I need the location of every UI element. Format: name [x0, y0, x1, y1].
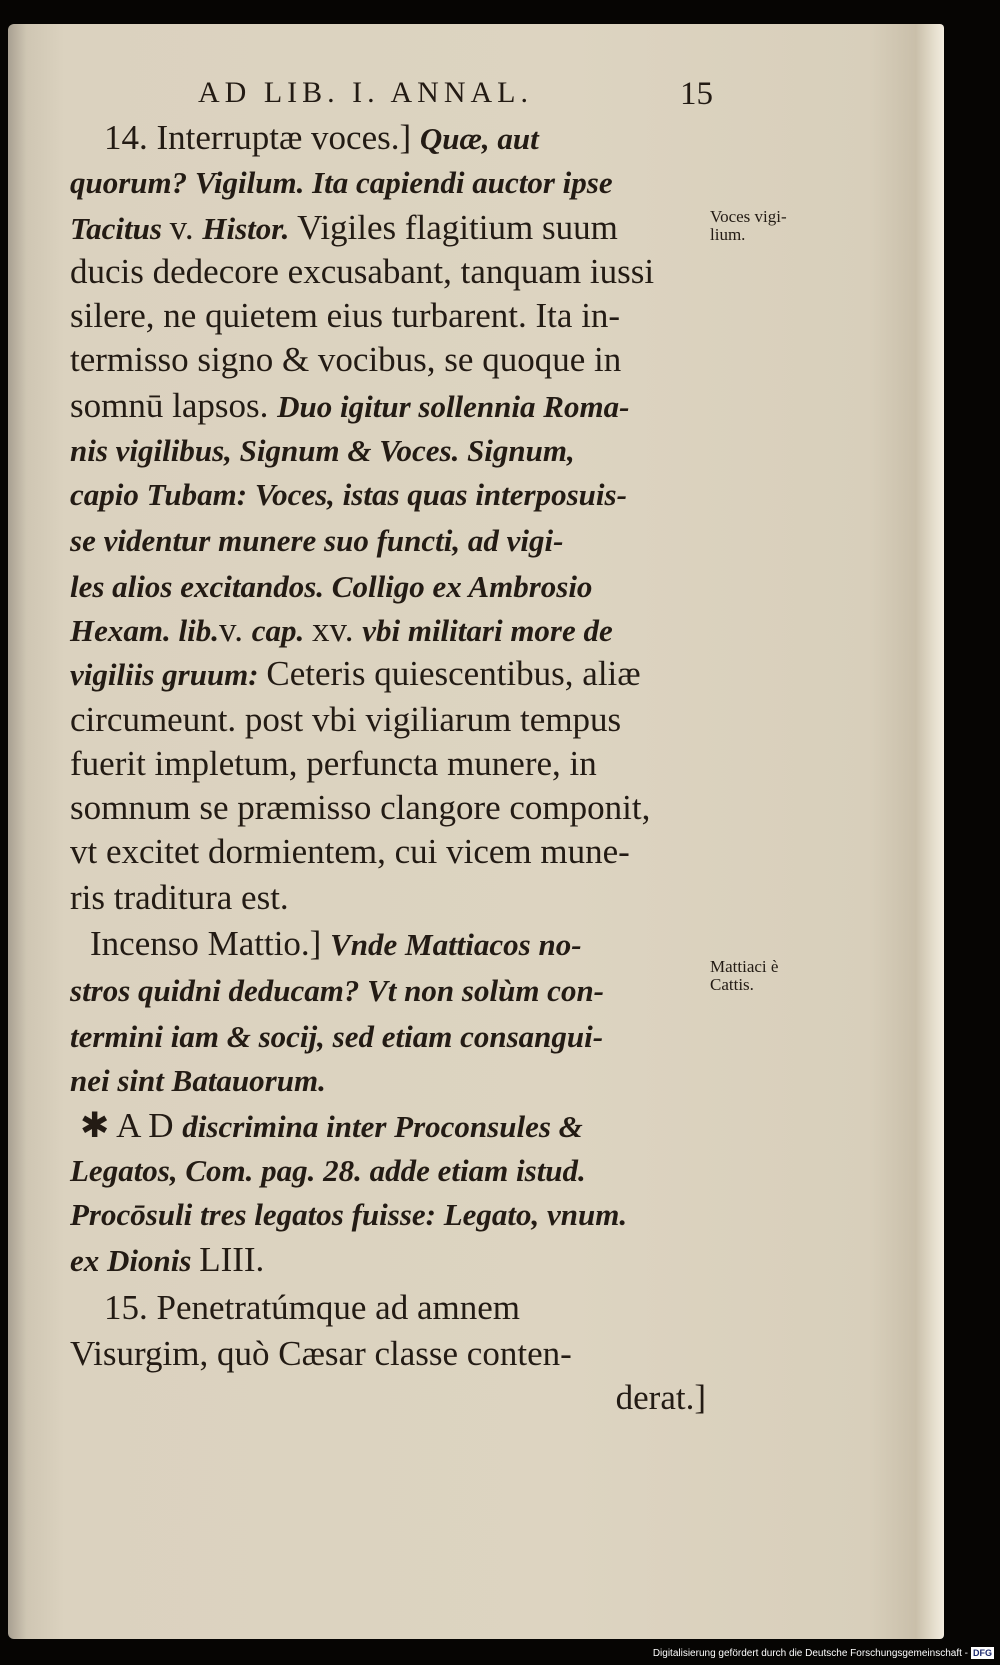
margin-note-line: Cattis.	[710, 975, 754, 994]
italic-run: Quæ, aut	[419, 121, 539, 156]
text-line	[70, 518, 563, 563]
italic-run: Duo igitur sollennia Roma-	[277, 389, 630, 424]
roman-run: somnum se præmisso clangore componit,	[70, 788, 651, 827]
text-line	[70, 742, 597, 786]
italic-run: Legatos, Com. pag. 28. adde etiam istud.	[70, 1153, 586, 1188]
roman-run: D	[148, 1106, 183, 1145]
roman-run: ducis dedecore excusabant, tanquam iussi	[70, 252, 655, 291]
text-line	[70, 698, 621, 742]
text-line	[70, 160, 613, 205]
margin-note-line: lium.	[710, 225, 746, 244]
italic-run: Hexam. lib.	[70, 613, 219, 648]
text-line	[70, 338, 621, 382]
italic-run: quorum? Vigilum. Ita capiendi auctor ipse	[70, 165, 613, 200]
roman-run: Visurgim, quò Cæsar classe conten-	[70, 1334, 572, 1373]
text-line	[70, 1376, 706, 1420]
margin-note	[710, 958, 778, 994]
text-line	[80, 1104, 583, 1149]
italic-run: Vnde Mattiacos no-	[330, 927, 582, 962]
text-line	[70, 250, 654, 294]
margin-note	[710, 208, 787, 244]
italic-run: Procōsuli tres legatos fuisse: Legato, vnum.	[70, 1197, 628, 1232]
text-line	[70, 384, 629, 429]
italic-run: nei sint Batauorum.	[70, 1063, 326, 1098]
roman-run: v.	[218, 610, 252, 649]
italic-run: les alios excitandos. Colligo ex Ambrosio	[70, 569, 593, 604]
italic-run: termini iam & socij, sed etiam consangui-	[70, 1019, 604, 1054]
text-line	[70, 1148, 586, 1193]
footer-credit	[653, 1647, 994, 1661]
italic-run: ex Dionis	[70, 1243, 200, 1278]
text-line	[70, 428, 575, 473]
text-line	[70, 1238, 264, 1283]
italic-run: stros quidni deducam? Vt non solùm con-	[70, 973, 605, 1008]
italic-run: discrimina inter Proconsules &	[182, 1109, 583, 1144]
text-line	[70, 876, 289, 920]
text-line	[70, 608, 613, 653]
roman-run: Vigiles flagitium suum	[297, 208, 618, 247]
roman-run: Ceteris quiescentibus, aliæ	[266, 654, 641, 693]
text-line	[70, 1192, 627, 1237]
text-line	[90, 922, 582, 967]
italic-run: capio Tubam: Voces, istas quas interposuis-	[70, 477, 627, 512]
roman-run: fuerit impletum, perfuncta munere, in	[70, 744, 597, 783]
italic-run: Histor.	[202, 211, 298, 246]
text-line	[104, 1286, 520, 1330]
roman-run: somnū lapsos.	[70, 386, 278, 425]
page-number: 15	[680, 76, 713, 112]
roman-run: LIII.	[199, 1240, 265, 1279]
text-line	[70, 472, 627, 517]
italic-run: Tacitus	[70, 211, 170, 246]
roman-run: termisso signo & vocibus, se quoque in	[70, 340, 622, 379]
book-page	[8, 24, 944, 1639]
margin-note-line: Voces vigi-	[710, 207, 787, 226]
roman-run: ✱ A	[80, 1106, 149, 1145]
italic-run: nis vigilibus, Signum & Voces. Signum,	[70, 433, 575, 468]
text-line	[70, 830, 630, 874]
text-line	[70, 294, 620, 338]
roman-run: 15. Penetratúmque ad amnem	[104, 1288, 520, 1327]
italic-run: vigiliis gruum:	[70, 657, 267, 692]
text-line	[70, 786, 650, 830]
text-line	[70, 652, 641, 697]
text-line	[104, 116, 539, 161]
running-title: AD LIB. I. ANNAL.	[198, 76, 533, 109]
roman-run: derat.]	[615, 1378, 706, 1417]
footer-text: Digitalisierung gefördert durch die Deutsche Forschungsgemeinschaft -	[652, 1648, 968, 1659]
roman-run: 14. Interruptæ voces.]	[104, 118, 420, 157]
roman-run: silere, ne quietem eius turbarent. Ita in-	[70, 296, 621, 335]
roman-run: ris traditura est.	[70, 878, 289, 917]
italic-run: se videntur munere suo functi, ad vigi-	[70, 523, 564, 558]
roman-run: Incenso Mattio.]	[90, 924, 331, 963]
italic-run: vbi militari more de	[362, 613, 613, 648]
text-line	[70, 1014, 603, 1059]
margin-note-line: Mattiaci è	[710, 957, 779, 976]
text-line	[70, 206, 618, 251]
roman-run: v.	[169, 208, 203, 247]
roman-run: circumeunt. post vbi vigiliarum tempus	[70, 700, 622, 739]
text-line	[70, 564, 592, 609]
text-line	[70, 1332, 572, 1376]
roman-run: xv.	[311, 610, 363, 649]
dfg-logo: DFG	[973, 1648, 992, 1658]
roman-run: vt excitet dormientem, cui vicem mune-	[70, 832, 630, 871]
text-line	[70, 968, 604, 1013]
text-line	[70, 1058, 326, 1103]
italic-run: cap.	[251, 613, 312, 648]
